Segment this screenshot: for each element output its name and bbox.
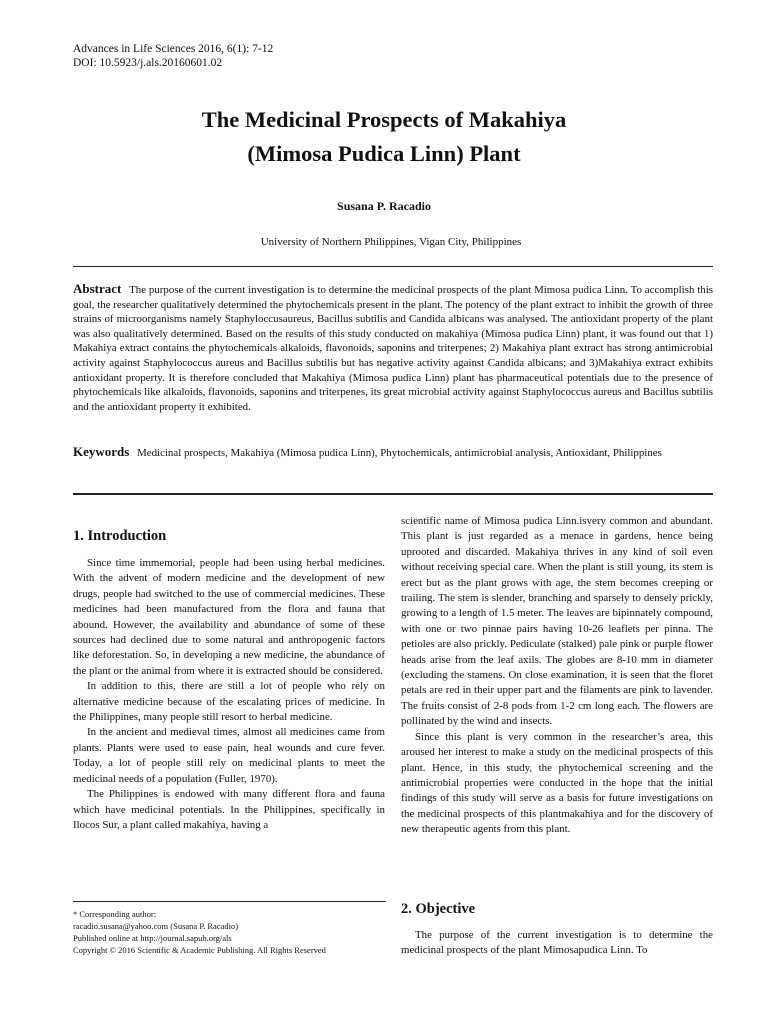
title-line-2: (Mimosa Pudica Linn) Plant [247, 141, 521, 166]
introduction-body [73, 556, 385, 833]
introduction-heading: 1. Introduction [73, 528, 167, 544]
footnote-email: racadio.susana@yahoo.com (Susana P. Racadio) [73, 921, 239, 931]
author-affiliation: University of Northern Philippines, Vigan City, Philippines [260, 236, 522, 248]
top-divider [73, 266, 713, 267]
intro-paragraph-1: Since time immemorial, people had been using herbal medicines. With the advent of modern medicine and the development of new drugs, people had switched to the use of commercial medicines. These medicines had been manufactured from the flora and fauna that abound. However, the availability and abundance of some of these sources had declined due to some natural and anthropogenic factors like deforestation. So, in developing a new medicine, the abundance of the plant or the animal from where it is extracted should be considered. [73, 557, 385, 677]
intro-paragraph-3: In the ancient and medieval times, almost all medicines came from plants. Plants were used to ease pain, heal wounds and cure fever. Today, a lot of people still rely on medicinal plants to meet the medicinal needs of a population (Fuller, 1970). [73, 726, 385, 785]
intro-paragraph-4: The Philippines is endowed with many different flora and fauna which have medicinal potentials. In the Philippines, specifically in Ilocos Sur, a plant called makahiya, having a [73, 788, 385, 831]
keywords-text: Medicinal prospects, Makahiya (Mimosa pudica Linn), Phytochemicals, antimicrobial analysis, Antioxidant, Philippines [137, 447, 662, 459]
journal-citation: Advances in Life Sciences 2016, 6(1): 7-12 [73, 43, 274, 55]
abstract-text: The purpose of the current investigation is to determine the medicinal prospects of the plant Mimosa pudica Linn. To accomplish this goal, the researcher qualitatively determined the phytochemicals present in the plant. The potency of the plant extract to inhibit the growth of three strains of microorganisms namely Staphyloccusaureus, Bacillus subtilis and Candida albicans was analysed. The antioxidant property of the plant was also qualitatively determined. Based on the results of this study conducted on makahiya (Mimosa pudica Linn) plant, it was found out that 1) Makahiya extract contains the phytochemicals alkaloids, flavonoids, saponins and triterpenes; 2) Makahiya plant extract has strong antimicrobial activity against Staphylococcus aureus and Bacillus subtilis but has negative activity against Candida albicans; and 3)Makahiya extract exhibits antioxidant property. It is therefore concluded that Makahiya (Mimosa pudica Linn) plant has pharmaceutical potentials due to the presence of phytochemicals like alkaloids, flavonoids, saponins and triterpenes, its great microbial activity against Staphylococcus aureus and Bacillus subtilis and the antioxidant property it exhibited. [73, 284, 714, 413]
keywords-label: Keywords [73, 444, 130, 459]
objective-heading: 2. Objective [401, 901, 476, 917]
footnote-divider [73, 901, 386, 902]
footnote-published: Published online at http://journal.sapub.org/als [73, 933, 232, 943]
right-paragraph-2: Since this plant is very common in the researcher’s area, this aroused her interest to make a study on the medicinal prospects of this plant. Hence, in this study, the phytochemical screening and the antimicrobial properties were conducted in the hope that the initial findings of this study will serve as a basis for future investigations on the medicinal prospects of this plantmakahiya and for the discovery of new therapeutic agents from this plant. [401, 730, 713, 836]
keywords-block [73, 445, 713, 461]
right-paragraph-1: scientific name of Mimosa pudica Linn.isvery common and abundant. This plant is just regarded as a menace in gardens, hence being uprooted and discarded. Makahiya thrives in any kind of soil even without receiving special care. When the plant is still young, its stem is erect but as the plant grows with age, the stem becomes creeping or trailing. The stem is slender, branching and sparsely to densely prickly, growing to a length of 1.5 meter. The leaves are bipinnately compound, with one or two pinnae pairs having 10-26 leaflets per pinna. The petioles are also prickly. Pediculate (stalked) pale pink or purple flower heads arise from the leaf axils. The globes are 8-10 mm in diameter (excluding the stamens. On close examination, it is seen that the floret petals are red in their upper part and the filaments are pink to lavender. The fruits consist of 2-8 pods from 1-2 cm long each. The flowers are pollinated by the wind and insects. [401, 515, 713, 728]
footnote-corresponding: * Corresponding author: [73, 909, 157, 919]
intro-paragraph-2: In addition to this, there are still a lot of people who rely on alternative medicine because of the escalating prices of medicine. In the Philippines, many people still resort to herbal medicine. [73, 680, 385, 724]
footnote [73, 908, 393, 956]
title-line-1: The Medicinal Prospects of Makahiya [201, 107, 567, 132]
introduction-continued [401, 514, 713, 838]
footnote-copyright: Copyright © 2016 Scientific & Academic Publishing. All Rights Reserved [73, 945, 326, 955]
objective-paragraph: The purpose of the current investigation is to determine the medicinal prospects of the plant Mimosapudica Linn. To [401, 929, 713, 957]
abstract-block [73, 282, 713, 414]
journal-meta [73, 42, 273, 70]
author-name: Susana P. Racadio [337, 199, 431, 213]
paper-title [60, 103, 708, 171]
abstract-divider [73, 493, 713, 495]
objective-body [401, 928, 713, 959]
abstract-label: Abstract [73, 281, 122, 296]
doi: DOI: 10.5923/j.als.20160601.02 [73, 57, 223, 69]
